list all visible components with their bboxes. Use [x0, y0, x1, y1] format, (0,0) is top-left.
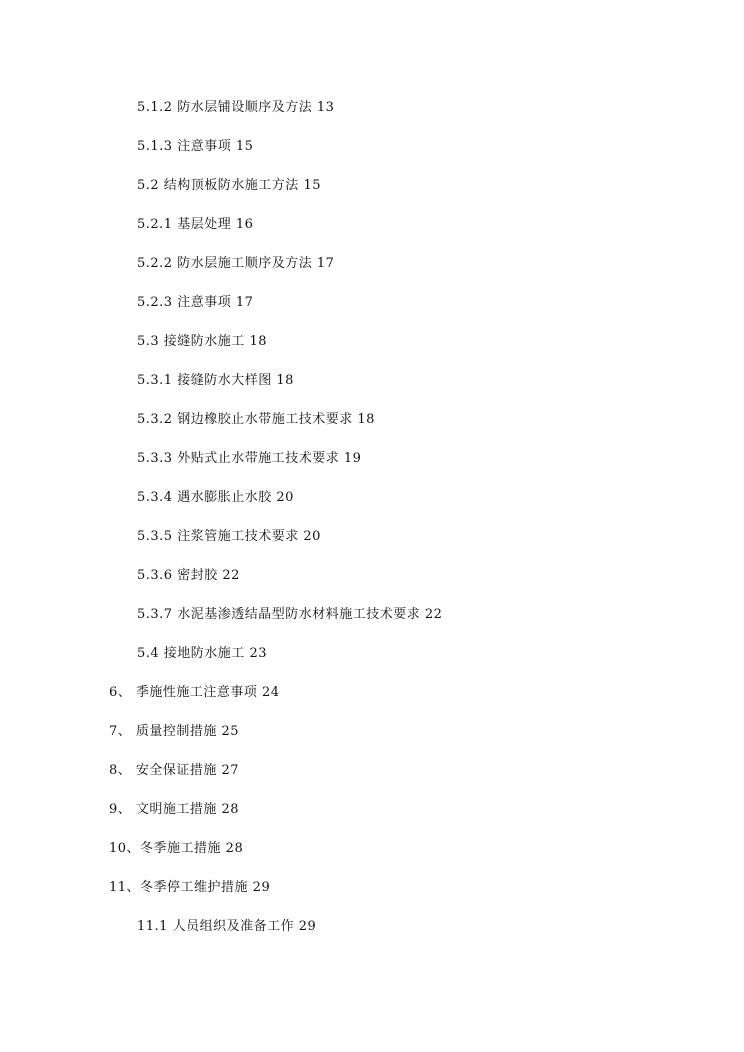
toc-entry-5-1-3: 5.1.3 注意事项 15 — [137, 139, 254, 154]
toc-entry-5-3-3: 5.3.3 外贴式止水带施工技术要求 19 — [137, 451, 362, 466]
toc-entry-11: 11、冬季停工维护措施 29 — [109, 880, 271, 895]
toc-entry-5-3-7: 5.3.7 水泥基渗透结晶型防水材料施工技术要求 22 — [137, 607, 443, 622]
toc-entry-5-4: 5.4 接地防水施工 23 — [137, 646, 267, 661]
toc-entry-5-1-2: 5.1.2 防水层铺设顺序及方法 13 — [137, 100, 335, 115]
toc-entry-5-3-1: 5.3.1 接缝防水大样图 18 — [137, 373, 294, 388]
toc-entry-5-3-6: 5.3.6 密封胶 22 — [137, 568, 240, 583]
toc-entry-5-3: 5.3 接缝防水施工 18 — [137, 334, 267, 349]
toc-entry-7: 7、 质量控制措施 25 — [109, 724, 240, 739]
toc-entry-8: 8、 安全保证措施 27 — [109, 763, 240, 778]
toc-entry-5-3-4: 5.3.4 遇水膨胀止水胶 20 — [137, 490, 294, 505]
toc-entry-5-2-3: 5.2.3 注意事项 17 — [137, 295, 254, 310]
toc-entry-10: 10、冬季施工措施 28 — [109, 841, 244, 856]
toc-entry-5-3-5: 5.3.5 注浆管施工技术要求 20 — [137, 529, 321, 544]
toc-entry-6: 6、 季施性施工注意事项 24 — [109, 685, 280, 700]
toc-entry-5-2-1: 5.2.1 基层处理 16 — [137, 217, 254, 232]
toc-entry-5-2-2: 5.2.2 防水层施工顺序及方法 17 — [137, 256, 335, 271]
toc-entry-5-2: 5.2 结构顶板防水施工方法 15 — [137, 178, 321, 193]
toc-entry-5-3-2: 5.3.2 钢边橡胶止水带施工技术要求 18 — [137, 412, 375, 427]
toc-entry-11-1: 11.1 人员组织及准备工作 29 — [137, 919, 317, 934]
toc-entry-9: 9、 文明施工措施 28 — [109, 802, 240, 817]
